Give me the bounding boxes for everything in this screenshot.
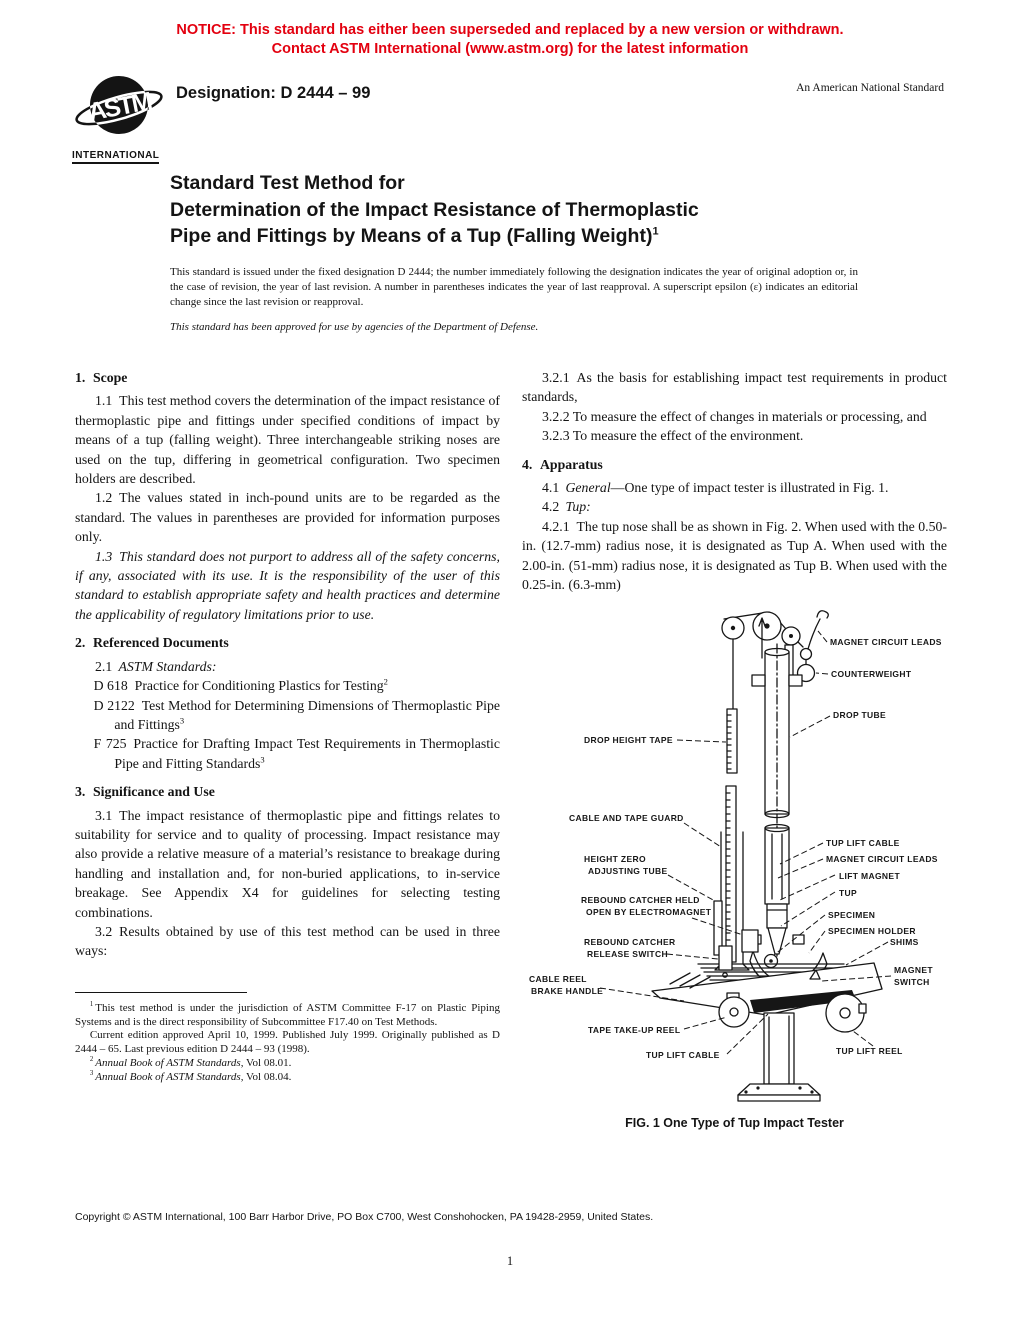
notice-line-2: Contact ASTM International (www.astm.org) for the latest information <box>271 41 749 57</box>
paragraph-4-2-1: 4.2.1 The tup nose shall be as shown in Fig. 2. When used with the 0.50-in. (12.7-mm) radius nose, it is designated as Tup A. When used with the 2.00-in. (51-mm) radius nose, it is designated as Tup B. When used with the 0.25-in. (6.3-mm) <box>522 518 947 593</box>
paragraph-2-1 <box>75 657 500 676</box>
paragraph-4-1-text: —One type of impact tester is illustrated in Fig. 1. <box>610 480 889 496</box>
paragraph-1-2: 1.2 The values stated in inch-pound units are to be regarded as the standard. The values in parentheses are provided for information purposes only. <box>75 490 500 545</box>
title-line-2: Determination of the Impact Resistance of Thermoplastic <box>170 198 699 221</box>
astm-logo-mark <box>72 74 168 140</box>
reference-d2122-text: D 2122 Test Method for Determining Dimensions of Thermoplastic Pipe and Fittings <box>93 697 500 732</box>
section-3-number: 3. <box>75 784 86 800</box>
footnote-1-marker: 1 <box>89 1001 94 1009</box>
astm-logo-subtitle: INTERNATIONAL <box>72 150 159 164</box>
paragraph-4-2 <box>522 497 947 516</box>
title-line-1: Standard Test Method for <box>170 172 405 194</box>
paragraph-1-3: 1.3 This standard does not purport to address all of the safety concerns, if any, associated with its use. It is the responsibility of the user of this standard to establish appropriate safety and health practices and determine the applicability of regulatory limitations prior to use. <box>75 548 500 622</box>
footnote-3-italic: Annual Book of ASTM Standards, <box>95 1070 244 1083</box>
reference-f725 <box>75 734 500 773</box>
footnote-2-text: Vol 08.01. <box>243 1056 292 1069</box>
paragraph-1-1: 1.1 This test method covers the determination of the impact resistance of thermoplastic pipe and fittings under specified conditions of impact by means of a tup (falling weight). Three interchangeable striking noses are used on the tup, differing in geometrical configuration. Two specimen holders are described. <box>75 393 500 487</box>
paragraph-3-1: 3.1 The impact resistance of thermoplastic pipe and fittings relates to suitability for service and to quality of processing. Impact resistance may also provide a relative measure of a material’s resistance to breakage during handling and installation and, for non-buried applications, to in-service breakage. See Appendix X4 for guidelines for selecting testing combinations. <box>75 807 500 920</box>
figure-label: SHIMS <box>890 937 919 948</box>
hook-and-leads <box>808 611 828 649</box>
page-number: 1 <box>506 1254 514 1268</box>
title-line-3 <box>170 223 858 250</box>
paragraph-3-2-3: 3.2.3 To measure the effect of the environment. <box>542 428 804 444</box>
title-footnote-ref: 1 <box>652 225 659 238</box>
footnote-3 <box>75 1071 500 1085</box>
section-3-heading <box>75 782 500 801</box>
figure-label: COUNTERWEIGHT <box>831 669 912 680</box>
left-column <box>75 368 500 1134</box>
footnote-block <box>75 992 500 1085</box>
figure-label: MAGNET CIRCUIT LEADS <box>826 854 938 865</box>
reference-f725-footnote: 3 <box>260 754 265 765</box>
figure-1-caption: FIG. 1 One Type of Tup Impact Tester <box>625 1116 844 1131</box>
paragraph-3-2-1: 3.2.1 As the basis for establishing impact test requirements in product standards, <box>522 370 947 405</box>
figure-label: TUP <box>839 888 858 899</box>
superseded-notice <box>0 21 1020 59</box>
figure-1 <box>522 604 947 1133</box>
release-switch-shape <box>719 946 732 970</box>
section-1-heading <box>75 368 500 387</box>
footnote-rule <box>75 992 247 993</box>
figure-label: TUP LIFT CABLE <box>826 838 900 849</box>
section-2-heading <box>75 633 500 652</box>
footnote-2-italic: Annual Book of ASTM Standards, <box>95 1056 244 1069</box>
tup-label: Tup: <box>565 499 591 515</box>
rebound-catcher-shape <box>742 930 758 952</box>
paragraph-2-1-number: 2.1 <box>95 658 113 674</box>
section-4-title: Apparatus <box>539 456 603 472</box>
dod-approval-note: This standard has been approved for use by agencies of the Department of Defense. <box>170 321 539 334</box>
section-4-heading <box>522 455 947 474</box>
national-standard-note: An American National Standard <box>796 82 944 94</box>
figure-label: DROP HEIGHT TAPE <box>584 735 673 746</box>
astm-logo-text: ASTM <box>85 87 153 127</box>
tup-shape <box>768 928 786 954</box>
figure-label: HEIGHT ZERO <box>584 854 646 865</box>
reference-d618 <box>75 676 500 695</box>
footnote-current-edition: Current edition approved April 10, 1999. Published July 1999. Originally published as D 2444 – 65. Last previous edition D 2444 – 93 (1998). <box>75 1029 500 1056</box>
tape-take-up-reel-shape <box>719 997 749 1027</box>
reference-f725-text: F 725 Practice for Drafting Impact Test Requirements in Thermoplastic Pipe and Fitting Standards <box>93 736 500 771</box>
figure-label: RELEASE SWITCH <box>587 949 668 960</box>
figure-label: REBOUND CATCHER HELD <box>581 895 700 906</box>
reference-d2122 <box>75 696 500 735</box>
footnote-3-marker: 3 <box>89 1070 94 1078</box>
figure-label: CABLE REEL <box>529 974 587 985</box>
paragraph-3-2: 3.2 Results obtained by use of this test method can be used in three ways: <box>75 923 500 959</box>
issuance-paragraph: This standard is issued under the fixed designation D 2444; the number immediately following the designation indicates the year of original adoption or, in the case of revision, the year of last revision. A number in parentheses indicates the year of last reapproval. A superscript epsilon (ε) indicates an editorial change since the last revision or reapproval. <box>170 265 858 308</box>
designation: Designation: D 2444 – 99 <box>176 84 371 102</box>
reference-d2122-footnote: 3 <box>179 715 185 726</box>
astm-standards-label: ASTM Standards: <box>118 658 217 674</box>
figure-label: MAGNET CIRCUIT LEADS <box>830 637 942 648</box>
drop-height-tape <box>726 639 737 962</box>
figure-label: OPEN BY ELECTROMAGNET <box>586 907 712 918</box>
footnote-2 <box>75 1057 500 1071</box>
figure-label: TUP LIFT REEL <box>836 1046 903 1057</box>
paragraph-4-1 <box>522 478 947 497</box>
general-label: General <box>565 480 611 496</box>
reference-d618-footnote: 2 <box>383 676 388 687</box>
section-2-title: Referenced Documents <box>92 635 229 651</box>
body-columns <box>75 368 947 1134</box>
figure-label: TAPE TAKE-UP REEL <box>588 1025 681 1036</box>
section-4-number: 4. <box>522 456 533 472</box>
lift-magnet-shape <box>767 904 787 928</box>
paragraph-4-2-number: 4.2 <box>542 499 560 515</box>
tup-impact-tester-drawing <box>522 604 947 1109</box>
figure-label: MAGNET <box>894 965 933 976</box>
paragraph-4-1-number: 4.1 <box>542 480 560 496</box>
section-3-title: Significance and Use <box>92 784 215 800</box>
copyright-line: Copyright © ASTM International, 100 Barr Harbor Drive, PO Box C700, West Conshohocken, PA 19428-2959, United States. <box>75 1211 654 1223</box>
right-column <box>522 368 947 1134</box>
astm-logo <box>72 74 172 164</box>
title-block <box>170 170 858 333</box>
figure-label: BRAKE HANDLE <box>531 986 604 997</box>
footnote-3-text: Vol 08.04. <box>243 1070 292 1083</box>
section-1-title: Scope <box>92 370 128 385</box>
reference-d618-text: D 618 Practice for Conditioning Plastics for Testing <box>93 678 384 694</box>
tup-lift-reel-shape <box>826 994 864 1032</box>
footnote-1 <box>75 1002 500 1030</box>
figure-label: SWITCH <box>894 977 930 988</box>
footnote-1-text: This test method is under the jurisdiction of ASTM Committee F-17 on Plastic Piping Systems and is the direct responsibility of Subcommittee F17.40 on Test Methods. <box>75 1001 500 1028</box>
title-line-3-text: Pipe and Fittings by Means of a Tup (Falling Weight) <box>170 225 653 247</box>
section-2-number: 2. <box>75 635 86 651</box>
notice-line-1: NOTICE: This standard has either been superseded and replaced by a new version or withdrawn. <box>176 22 844 38</box>
figure-label: SPECIMEN <box>828 910 876 921</box>
figure-label: LIFT MAGNET <box>839 871 900 882</box>
paragraph-3-2-2: 3.2.2 To measure the effect of changes in materials or processing, and <box>542 408 927 424</box>
figure-label: DROP TUBE <box>833 710 887 721</box>
figure-label: REBOUND CATCHER <box>584 937 676 948</box>
figure-label: ADJUSTING TUBE <box>588 866 668 877</box>
figure-label: SPECIMEN HOLDER <box>828 926 916 937</box>
figure-label: TUP LIFT CABLE <box>646 1050 720 1061</box>
section-1-number: 1. <box>75 370 86 385</box>
footnote-2-marker: 2 <box>89 1056 94 1064</box>
figure-label: CABLE AND TAPE GUARD <box>569 813 684 824</box>
